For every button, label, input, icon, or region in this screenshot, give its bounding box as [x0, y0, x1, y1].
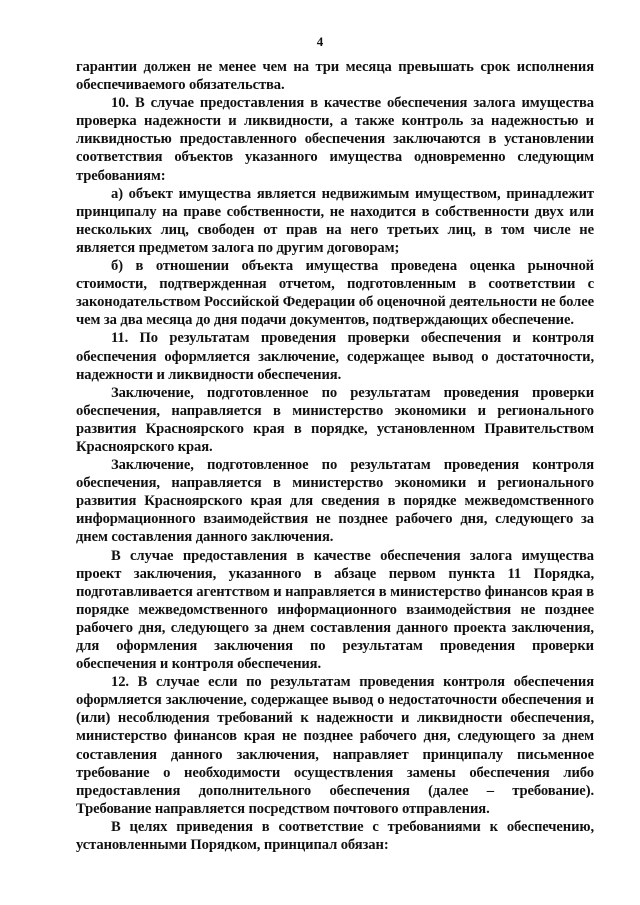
paragraph-conclusion-check: Заключение, подготовленное по результатам проведения проверки обеспечения, направляется в министерство экономики и регионального развития Красноярского края в порядке, установленном Правительством Красноярского края. — [76, 384, 594, 455]
paragraph-clause-10: 10. В случае предоставления в качестве обеспечения залога имущества проверка надежности и ликвидности, а также контроль за надежностью и ликвидностью предоставленного обеспечения заключаются в установлении соответствия объектов указанного имущества одновременно следующим требованиям: — [76, 95, 594, 184]
paragraph-pledge-draft: В случае предоставления в качестве обеспечения залога имущества проект заключения, указанного в абзаце первом пункта 11 Порядка, подготавливается агентством и направляется в министерство финансов края в порядке межведомственного информационного взаимодействия не позднее рабочего дня, следующего за днем составления данного проекта заключения, для оформления заключения по результатам проведения проверки обеспечения и контроля обеспечения. — [76, 547, 594, 673]
paragraph-conclusion-control: Заключение, подготовленное по результатам проведения контроля обеспечения, направляется в министерство экономики и регионального развития Красноярского края для сведения в порядке межведомственного информационного взаимодействия не позднее рабочего дня, следующего за днем составления данного заключения. — [76, 457, 594, 546]
paragraph-clause-11: 11. По результатам проведения проверки обеспечения и контроля обеспечения оформляется заключение, содержащее вывод о достаточности, надежности и ликвидности обеспечения. — [76, 330, 594, 383]
page-number: 4 — [316, 34, 324, 49]
paragraph-principal-obligations: В целях приведения в соответствие с требованиями к обеспечению, установленными Порядком, принципал обязан: — [76, 818, 594, 854]
paragraph-clause-10-a: а) объект имущества является недвижимым имуществом, принадлежит принципалу на праве собственности, не находится в собственности двух или нескольких лиц, свободен от прав на него третьих лиц, в том числе не является предметом залога по другим договорам; — [76, 185, 594, 256]
paragraph-guarantee-term: гарантии должен не менее чем на три месяца превышать срок исполнения обеспечиваемого обязательства. — [76, 59, 594, 94]
document-body — [76, 58, 594, 854]
paragraph-clause-12: 12. В случае если по результатам проведения контроля обеспечения оформляется заключение, содержащее вывод о недостаточности обеспечения и (или) несоблюдения требований к надежности и ликвидности обеспечения, министерство финансов края не позднее рабочего дня, следующего за днем составления данного заключения, направляет принципалу письменное требование о необходимости осуществления замены обеспечения либо предоставления дополнительного обеспечения (далее – требование). Требование направляется посредством почтового отправления. — [76, 674, 594, 817]
paragraph-clause-10-b: б) в отношении объекта имущества проведена оценка рыночной стоимости, подтвержденная отчетом, подготовленным в соответствии с законодательством Российской Федерации об оценочной деятельности не более чем за два месяца до дня подачи документов, подтверждающих обеспечение. — [76, 258, 594, 329]
